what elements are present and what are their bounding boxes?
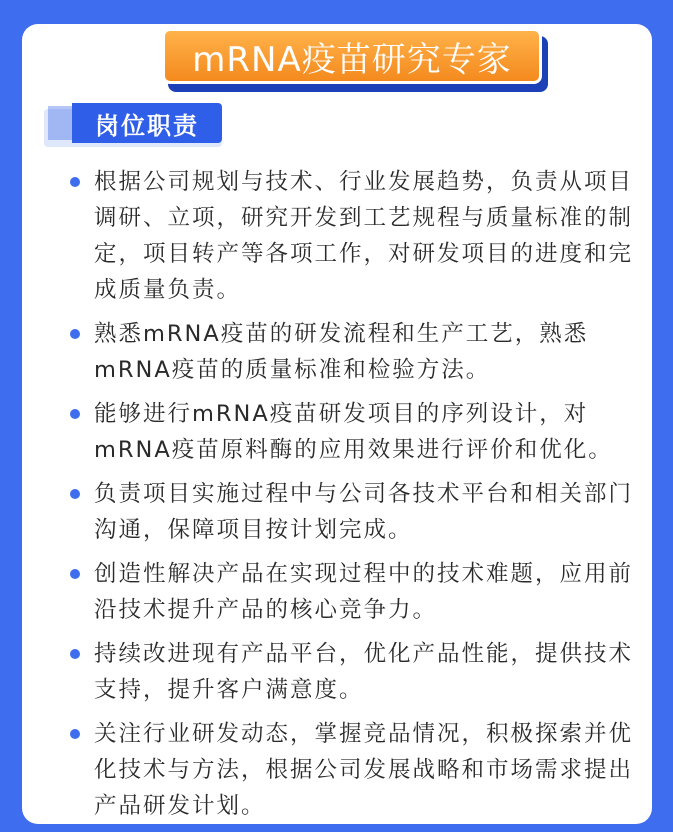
section-header-accent bbox=[48, 106, 72, 140]
bullet-dot-icon bbox=[70, 489, 80, 499]
section-title: 岗位职责 bbox=[72, 103, 222, 143]
bullet-dot-icon bbox=[70, 569, 80, 579]
bullet-dot-icon bbox=[70, 729, 80, 739]
job-card bbox=[22, 24, 652, 824]
list-item bbox=[62, 556, 652, 628]
list-item-text: 负责项目实施过程中与公司各技术平台和相关部门沟通，保障项目按计划完成。 bbox=[94, 481, 634, 543]
list-item-text: 熟悉mRNA疫苗的研发流程和生产工艺，熟悉mRNA疫苗的质量标准和检验方法。 bbox=[94, 321, 589, 383]
list-item bbox=[62, 636, 652, 708]
list-item-text: 能够进行mRNA疫苗研发项目的序列设计，对mRNA疫苗原料酶的应用效果进行评价和优化。 bbox=[94, 401, 613, 463]
list-item-text: 创造性解决产品在实现过程中的技术难题，应用前沿技术提升产品的核心竞争力。 bbox=[94, 561, 634, 623]
list-item bbox=[62, 716, 652, 824]
section-header bbox=[44, 103, 222, 145]
title-banner bbox=[162, 28, 552, 98]
bullet-dot-icon bbox=[70, 409, 80, 419]
list-item bbox=[62, 316, 652, 388]
list-item bbox=[62, 476, 652, 548]
page-title: mRNA疫苗研究专家 bbox=[162, 28, 542, 84]
list-item-text: 关注行业研发动态，掌握竞品情况，积极探索并优化技术与方法，根据公司发展战略和市场需求提出产品研发计划。 bbox=[94, 721, 634, 819]
list-item bbox=[62, 164, 652, 308]
bullet-dot-icon bbox=[70, 649, 80, 659]
list-item-text: 根据公司规划与技术、行业发展趋势，负责从项目调研、立项，研究开发到工艺规程与质量标准的制定，项目转产等各项工作，对研发项目的进度和完成质量负责。 bbox=[94, 169, 634, 303]
list-item bbox=[62, 396, 652, 468]
responsibility-list bbox=[62, 164, 652, 832]
bullet-dot-icon bbox=[70, 177, 80, 187]
list-item-text: 持续改进现有产品平台，优化产品性能，提供技术支持，提升客户满意度。 bbox=[94, 641, 634, 703]
bullet-dot-icon bbox=[70, 329, 80, 339]
